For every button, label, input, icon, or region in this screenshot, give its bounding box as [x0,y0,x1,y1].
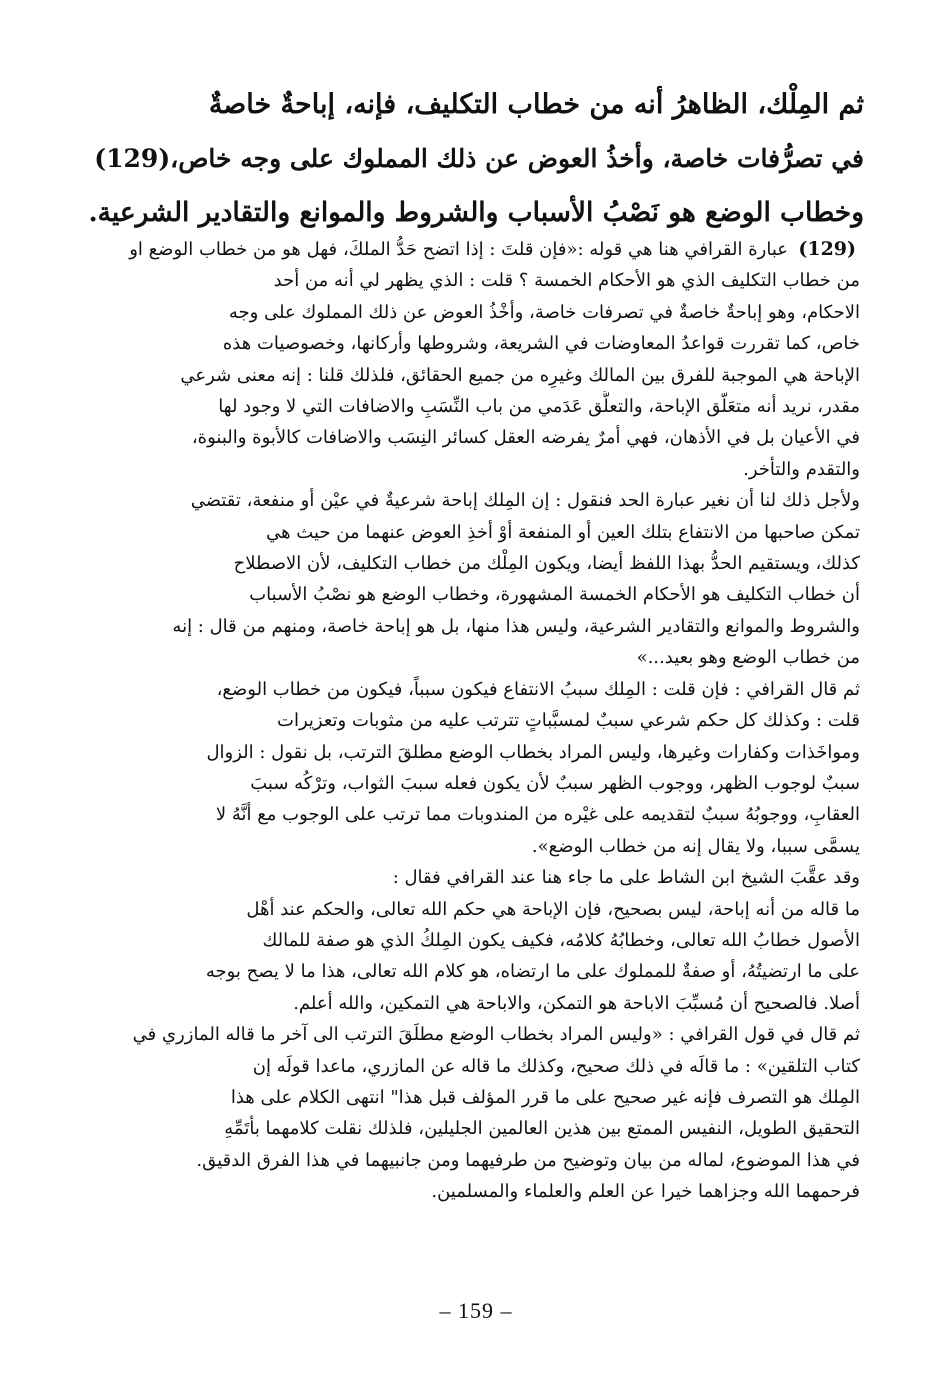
footnote-line: والتقدم والتأخر. [743,458,860,480]
footnote-line: العقابِ، ووجوبُهُ سببٌ لتقديمه على غيْره من المندوبات مما ترتب على الوجوب مع أنَّهُ لا [215,804,860,826]
main-line: ثم المِلْك، الظاهرُ أنه من خطاب التكليف، فإنه، إباحةٌ خاصةٌ [208,89,864,120]
footnote-line: على ما ارتضيتُهُ، أو صفةٌ للمملوك على ما ارتضاه، هو كلام الله تعالى، هذا ما لا يصح بوجه [205,961,860,983]
footnote-line: في هذا الموضوع، لماله من بيان وتوضيح من طرفيهما ومن جانبيهما في هذا الفرق الدقيق. [196,1149,860,1171]
footnote-line: ومواخَذات وكفارات وغيرها، وليس المراد بخطاب الوضع مطلقَ الترتب، بل نقول : الزوال [206,741,860,763]
footnote-block [114,234,860,1208]
footnote-line: يسمَّى سببا، ولا يقال إنه من خطاب الوضع». [531,835,860,857]
footnote-line: قلت : وكذلك كل حكم شرعي سببٌ لمسبَّباتٍ تترتب عليه من مثوبات وتعزيرات [277,710,860,732]
footnote-line: فرحمهما الله وجزاهما خيرا عن العلم والعلماء والمسلمين. [431,1181,860,1203]
footnote-marker: (129) [798,238,856,260]
footnote-line: كتاب التلقين» : ما قالَه في ذلك صحيح، وكذلك ما قاله عن المازري، ماعدا قولَه إن [252,1055,860,1077]
footnote-line: أن خطاب التكليف هو الأحكام الخمسة المشهورة، وخطاب الوضع هو نصْبُ الأسباب [249,584,860,606]
footnote-line: والشروط والموانع والتقادير الشرعية، وليس هذا منها، بل هو إباحة خاصة، ومنهم من قال : إنه [172,615,860,637]
footnote-line: سببٌ لوجوب الظهر، ووجوب الظهر سببٌ لأن يكون فعله سببَ الثواب، وترْكُه سببَ [250,772,860,794]
page-number: – 159 – [439,1298,513,1323]
footnote-line: خاص، كما تقررت قواعدُ المعاوضات في الشريعة، وشروطها وأركانها، وخصوصيات هذه [222,333,860,355]
footnote-line: الاحكام، وهو إباحةٌ خاصةٌ في تصرفات خاصة، وأخْذُ العوض عن ذلك المملوك على وجه [228,301,860,323]
footnote-line: عبارة القرافي هنا هي قوله :«فإن قلتَ : إذا اتضح حَدُّ الملكَ، فهل هو من خطاب الوضع او [129,239,788,260]
footnote-line: التحقيق الطويل، النفيس الممتع بين هذين العالمين الجليلين، فلذلك نقلت كلامهما بأتَمِّهِ [224,1118,860,1140]
footnote-line: ولأجل ذلك لنا أن نغير عبارة الحد فنقول : إن المِلك إباحة شرعيةٌ في عيْن أو منفعة، تقتضي [190,490,860,512]
footnote-line: من خطاب الوضع وهو بعيد...» [636,647,860,669]
footnote-line: المِلك هو التصرف فإنه غير صحيح على ما قرر المؤلف قبل هذا" انتهى الكلام على هذا [230,1086,860,1108]
main-line: وخطاب الوضع هو نَصْبُ الأسباب والشروط والموانع والتقادير الشرعية. [88,197,864,228]
footnote-line: أصلا. فالصحيح أن مُسبِّبَ الاباحة هو التمكن، والاباحة هي التمكين، والله أعلم. [293,992,860,1014]
footnote-line: ما قاله من أنه إباحة، ليس بصحيح، فإن الإباحة هي حكم الله تعالى، والحكم عند أهْل [246,898,860,920]
footnote-line: ثم قال القرافي : فإن قلت : المِلك سببُ الانتفاع فيكون سبباً، فيكون من خطاب الوضع، [216,678,860,700]
footnote-line: الإباحة هي الموجبة للفرق بين المالك وغيرِه من جميع الحقائق، فلذلك قلنا : إنه معنى شرعي [180,364,860,386]
main-paragraph [88,78,864,240]
footnote-line: تمكن صاحبها من الانتفاع بتلك العين أو المنفعة أوْ أخذِ العوض عنهما من حيث هي [266,521,860,543]
footnote-line: كذلك، ويستقيم الحدُّ بهذا اللفظ أيضا، ويكون المِلْك من خطاب التكليف، لأن الاصطلاح [233,553,860,575]
footnote-line: مقدر، نريد أنه متعَلّق الإباحة، والتعلُّق عَدَمي من باب النِّسَبِ والاضافات التي لا وجود لها [218,396,860,418]
footnote-line: الأصول خطابُ الله تعالى، وخطابُهُ كلامُه، فكيف يكون المِلكُ الذي هو صفة للمالك [262,929,860,951]
footnote-line: من خطاب التكليف الذي هو الأحكام الخمسة ؟ قلت : الذي يظهر لي أنه من أحد [273,270,860,292]
footnote-line: في الأعيان بل في الأذهان، فهي أمرٌ يفرضه العقل كسائر النِسَب والاضافات كالأبوة والبنوة، [191,427,860,449]
main-line: في تصرُّفات خاصة، وأخذُ العوض عن ذلك المملوك على وجه خاص،(129) [94,144,864,173]
footnote-line: وقد عقَّبَ الشيخ ابن الشاط على ما جاء هنا عند القرافي فقال : [392,867,860,889]
footnote-line: ثم قال في قول القرافي : «وليس المراد بخطاب الوضع مطلَقَ الترتب الى آخر ما قاله المازري في [132,1024,860,1046]
